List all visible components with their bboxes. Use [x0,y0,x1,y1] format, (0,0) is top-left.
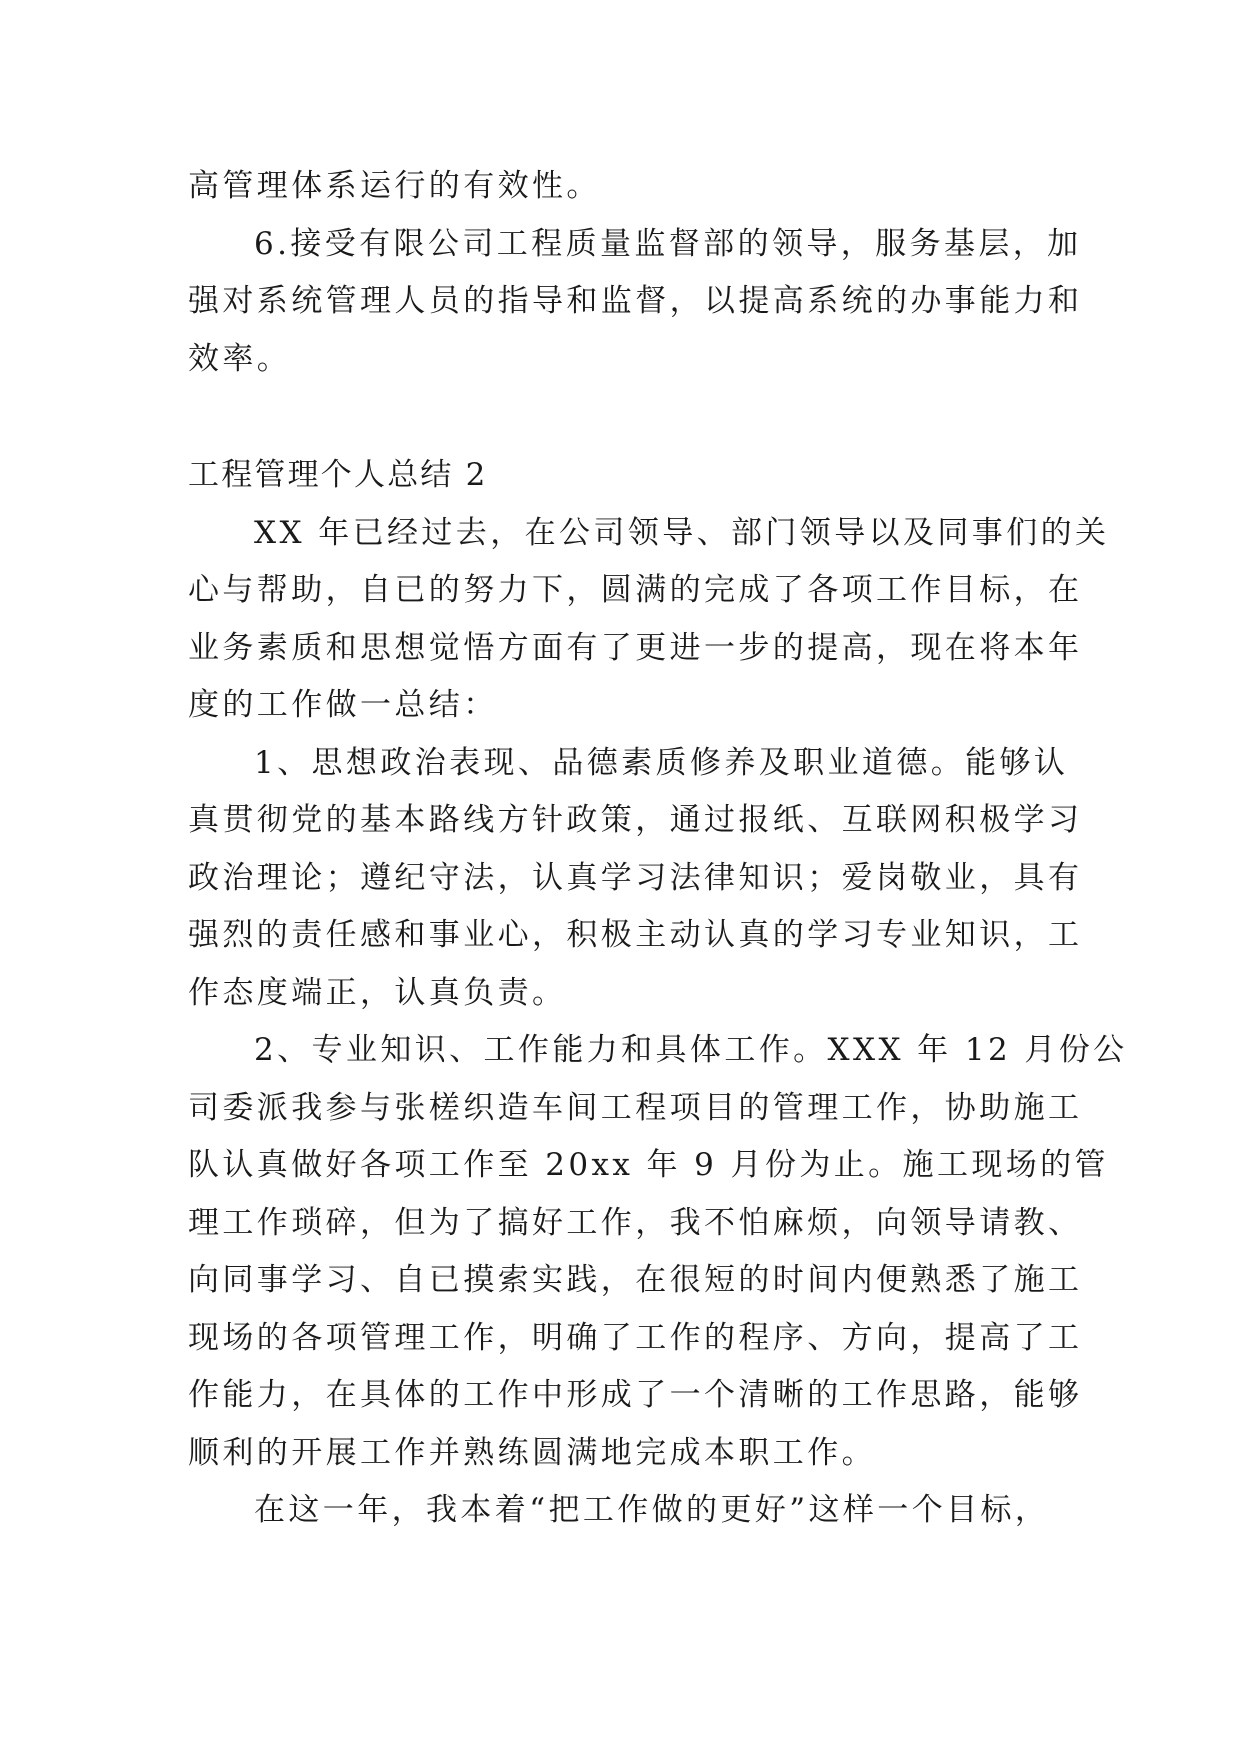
text-line: 队认真做好各项工作至 20xx 年 9 月份为止。施工现场的管 [188,1147,1109,1183]
text-line: XX 年已经过去，在公司领导、部门领导以及同事们的关 [254,514,1110,551]
text-line: 作能力，在具体的工作中形成了一个清晰的工作思路，能够 [188,1377,1083,1413]
text-line: 6.接受有限公司工程质量监督部的领导，服务基层，加 [254,225,1082,262]
text-line: 1、思想政治表现、品德素质修养及职业道德。能够认 [254,744,1069,781]
text-line: 作态度端正，认真负责。 [188,974,567,1011]
text-line: 理工作琐碎，但为了搞好工作，我不怕麻烦，向领导请教、 [188,1204,1083,1241]
text-line: 在这一年，我本着“把工作做的更好”这样一个目标， [254,1492,1050,1528]
text-line: 政治理论；遵纪守法，认真学习法律知识；爱岗敬业，具有 [188,859,1083,896]
text-line: 真贯彻党的基本路线方针政策，通过报纸、互联网积极学习 [188,802,1083,838]
text-line: 度的工作做一总结： [188,687,498,723]
text-line: 向同事学习、自已摸索实践，在很短的时间内便熟悉了施工 [188,1262,1083,1298]
text-line: 效率。 [188,340,292,377]
text-line: 司委派我参与张槎织造车间工程项目的管理工作，协助施工 [188,1089,1083,1126]
document-page [188,158,1128,1540]
text-line: 高管理体系运行的有效性。 [188,168,601,204]
text-line: 2、专业知识、工作能力和具体工作。XXX 年 12 月份公 [254,1032,1128,1068]
section-heading: 工程管理个人总结 2 [188,457,488,493]
text-line: 心与帮助，自已的努力下，圆满的完成了各项工作目标，在 [188,572,1083,608]
text-line: 顺利的开展工作并熟练圆满地完成本职工作。 [188,1434,876,1471]
paragraph-gap [188,388,1058,447]
text-line: 强烈的责任感和事业心，积极主动认真的学习专业知识，工 [188,917,1083,953]
text-line: 业务素质和思想觉悟方面有了更进一步的提高，现在将本年 [188,629,1083,666]
text-line: 现场的各项管理工作，明确了工作的程序、方向，提高了工 [188,1319,1083,1356]
text-line: 强对系统管理人员的指导和监督，以提高系统的办事能力和 [188,283,1083,319]
